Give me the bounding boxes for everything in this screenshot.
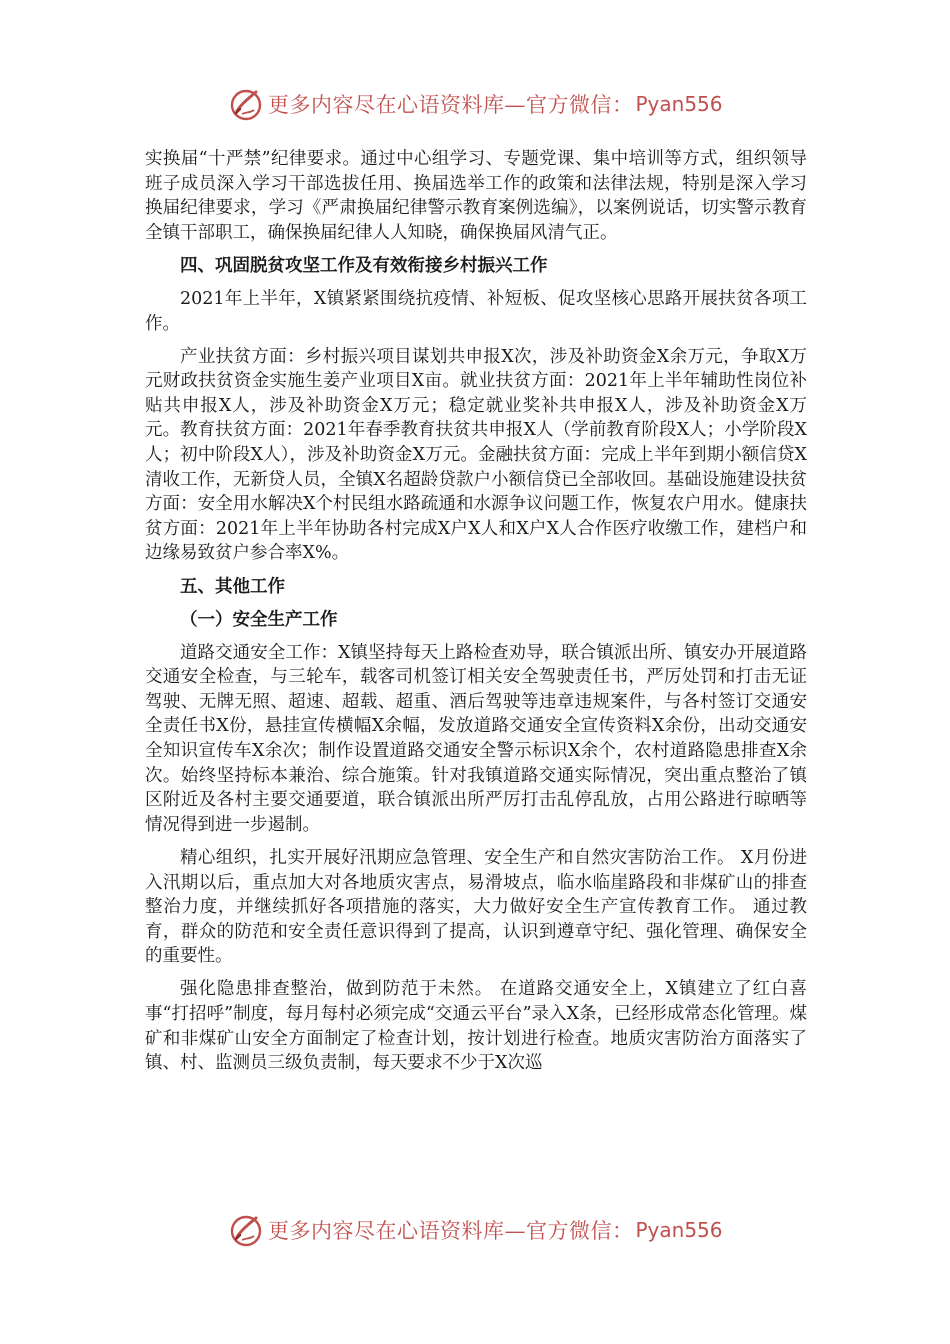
header-banner: [228, 84, 723, 124]
pen-scroll-logo-icon: [228, 86, 264, 122]
paragraph: 实换届“十严禁”纪律要求。通过中心组学习、专题党课、集中培训等方式，组织领导班子成员深入学习干部选拔任用、换届选举工作的政策和法律法规，特别是深入学习换届纪律要求，学习《严肃换届纪律警示教育案例选编》，以案例说话，切实警示教育全镇干部职工，确保换届纪律人人知晓，确保换届风清气正。: [145, 149, 807, 243]
paragraph: 强化隐患排查整治，做到防范于未然。 在道路交通安全上，X镇建立了红白喜事“打招呼”制度，每月每村必须完成“交通云平台”录入X条，已经形成常态化管理。煤矿和非煤矿山安全方面制定了检查计划，按计划进行检查。地质灾害防治方面落实了镇、村、监测员三级负责制，每天要求不少于X次巡: [145, 979, 807, 1074]
paragraph: 2021年上半年，X镇紧紧围绕抗疫情、补短板、促攻坚核心思路开展扶贫各项工作。: [145, 288, 807, 334]
paragraph: 产业扶贫方面：乡村振兴项目谋划共申报X次，涉及补助资金X余万元，争取X万元财政扶贫资金实施生姜产业项目X亩。就业扶贫方面：2021年上半年辅助性岗位补贴共申报X人，涉及补助资金X万元；稳定就业奖补共申报X人，涉及补助资金X万元。教育扶贫方面：2021年春季教育扶贫共申报X人（学前教育阶段X人；小学阶段X人；初中阶段X人），涉及补助资金X万元。金融扶贫方面：完成上半年到期小额信贷X清收工作，无新贷人员，全镇X名超龄贷款户小额信贷已全部收回。基础设施建设扶贫方面：安全用水解决X个村民组水路疏通和水源争议问题工作，恢复农户用水。健康扶贫方面：2021年上半年协助各村完成X户X人和X户X人合作医疗收缴工作，建档户和边缘易致贫户参合率X%。: [145, 346, 807, 564]
banner-text: 更多内容尽在心语资料库—官方微信：: [268, 93, 634, 117]
banner-wechat-id: Pyan556: [635, 1218, 723, 1242]
paragraph: 道路交通安全工作：X镇坚持每天上路检查劝导，联合镇派出所、镇安办开展道路交通安全检查，与三轮车，载客司机签订相关安全驾驶责任书，严厉处罚和打击无证驾驶、无牌无照、超速、超载、超重、酒后驾驶等违章违规案件，与各村签订交通安全责任书X份，悬挂宣传横幅X余幅，发放道路交通安全宣传资料X余份，出动交通安全知识宣传车X余次；制作设置道路交通安全警示标识X余个，农村道路隐患排查X余次。始终坚持标本兼治、综合施策。针对我镇道路交通实际情况，突出重点整治了镇区附近及各村主要交通要道，联合镇派出所严厉打击乱停乱放，占用公路进行晾晒等情况得到进一步遏制。: [145, 642, 807, 835]
banner-text: 更多内容尽在心语资料库—官方微信：: [268, 1219, 634, 1243]
subsection-heading-1: （一）安全生产工作: [180, 609, 338, 630]
pen-scroll-logo-icon: [228, 1212, 264, 1248]
banner-wechat-id: Pyan556: [635, 92, 723, 116]
section-heading-5: 五、其他工作: [180, 576, 285, 597]
section-heading-4: 四、巩固脱贫攻坚工作及有效衔接乡村振兴工作: [180, 255, 548, 276]
document-body: [145, 147, 807, 1084]
footer-banner: [228, 1210, 723, 1250]
paragraph: 精心组织，扎实开展好汛期应急管理、安全生产和自然灾害防治工作。 X月份进入汛期以后，重点加大对各地质灾害点，易滑坡点，临水临崖路段和非煤矿山的排查整治力度，并继续抓好各项措施的落实，大力做好安全生产宣传教育工作。 通过教育，群众的防范和安全责任意识得到了提高，认识到遵章守纪、强化管理、确保安全的重要性。: [145, 847, 807, 967]
